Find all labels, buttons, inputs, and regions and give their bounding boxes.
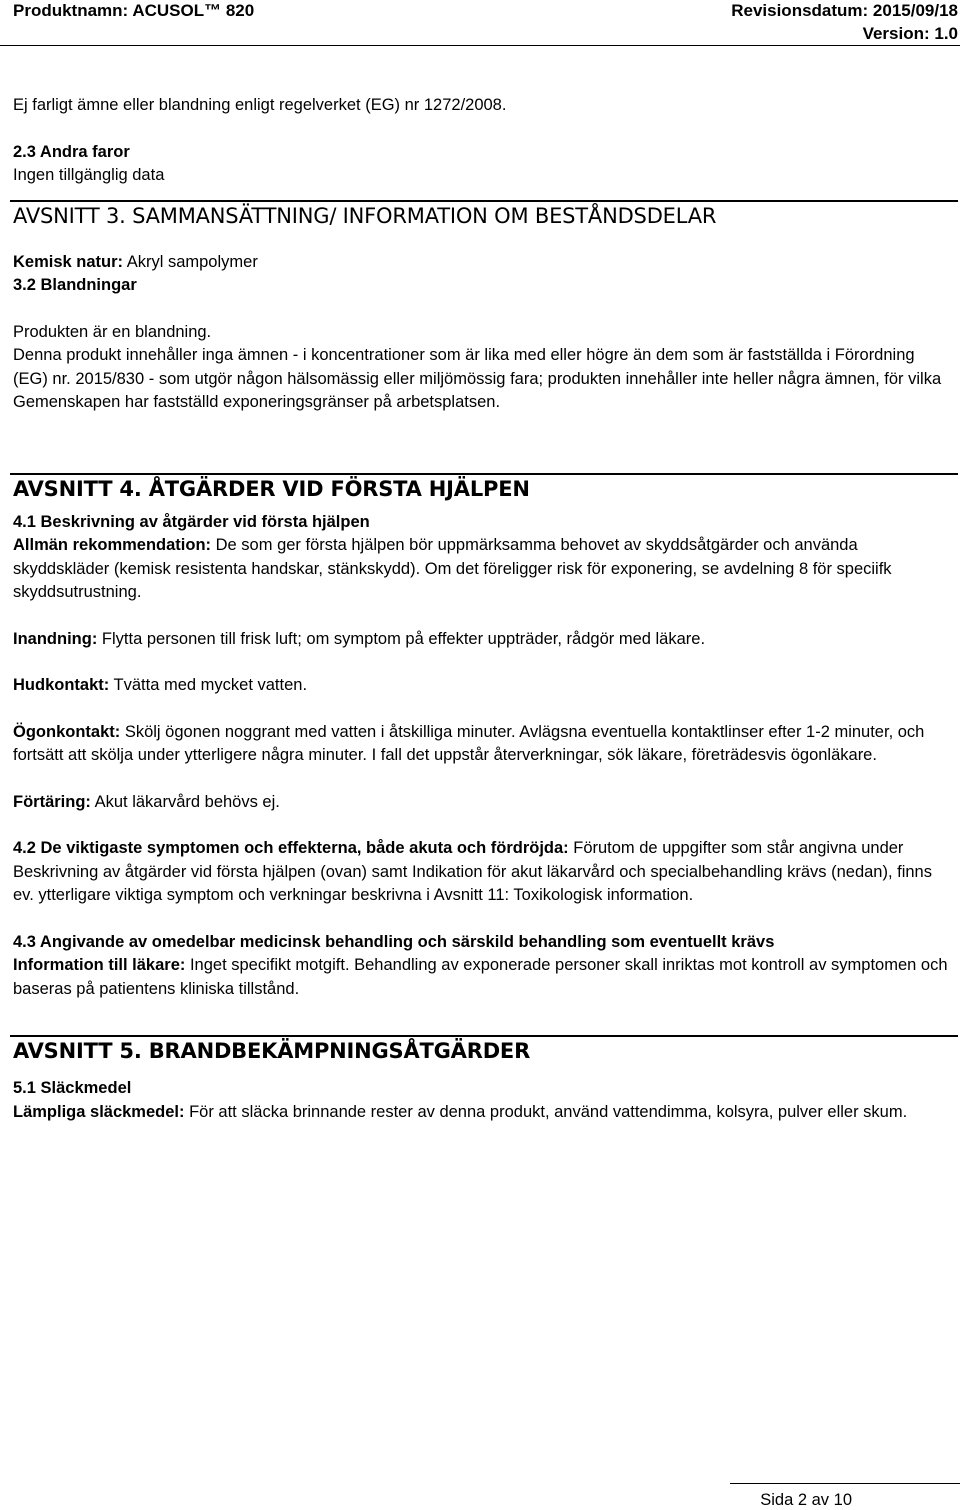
- chemical-nature-value: Akryl sampolymer: [123, 252, 258, 271]
- ingestion-label: Förtäring:: [13, 792, 91, 811]
- chemical-nature: [13, 251, 948, 275]
- header-product-name: Produktnamn: ACUSOL™ 820: [13, 1, 255, 20]
- inhalation-text: Flytta personen till frisk luft; om symptom på effekter uppträder, rådgör med läkare.: [97, 629, 706, 648]
- general-advice-label: Allmän rekommendation:: [13, 536, 212, 554]
- doctor-information-label: Information till läkare:: [13, 956, 186, 974]
- section-3-title: AVSNITT 3. SAMMANSÄTTNING/ INFORMATION OM BESTÅNDSDELAR: [13, 203, 717, 228]
- suitable-media-label: Lämpliga släckmedel:: [13, 1102, 185, 1121]
- suitable-media-text: För att släcka brinnande rester av denna produkt, använd vattendimma, kolsyra, pulver eller skum.: [184, 1102, 908, 1121]
- general-advice: [13, 534, 948, 605]
- eye-contact-label: Ögonkontakt:: [13, 722, 121, 741]
- other-hazards-heading: 2.3 Andra faror: [13, 142, 130, 161]
- symptoms-effects-text: Förutom de uppgifter som står angivna under Beskrivning av åtgärder vid första hjälpen (ovan) samt Indikation för akut läkarvård och specialbehandling krävs (nedan), finns ev. ytterligare viktiga symptom och verkningar beskrivna i Avsnitt 11: Toxikologisk information.: [13, 839, 932, 904]
- ingestion-text: Akut läkarvård behövs ej.: [90, 792, 280, 811]
- mixtures-heading: 3.2 Blandningar: [13, 276, 137, 294]
- section-4-title: AVSNITT 4. ÅTGÄRDER VID FÖRSTA HJÄLPEN: [13, 476, 530, 501]
- header-revision-date: Revisionsdatum: 2015/09/18: [731, 1, 958, 20]
- page-number: Sida 2 av 10: [760, 1491, 852, 1509]
- chemical-nature-label: Kemisk natur:: [13, 252, 124, 271]
- mixture-text: Denna produkt innehåller inga ämnen - i koncentrationer som är lika med eller högre än dem som är fastställda i Förordning (EG) nr. 2015/830 - som utgör någon hälsomässig eller miljömössig fara; produkten innehåller inte heller några ämnen, för vilka Gemenskapen har fastställd exponeringsgränser på arbetsplatsen.: [13, 346, 942, 411]
- skin-contact-text: Tvätta med mycket vatten.: [109, 676, 308, 694]
- other-hazards-text: Ingen tillgänglig data: [13, 166, 165, 184]
- general-advice-text: De som ger första hjälpen bör uppmärksamma behovet av skyddsåtgärder och använda skyddskläder (kemisk resistenta handskar, stänkskydd). Om det föreligger risk för exponering, se avdelning 8 för speciifk skyddsutrustning.: [13, 536, 892, 601]
- symptoms-effects: [13, 837, 948, 908]
- doctor-information: [13, 954, 948, 1001]
- inhalation-label: Inandning:: [13, 629, 98, 648]
- symptoms-effects-label: 4.2 De viktigaste symptomen och effekterna, både akuta och fördröjda:: [13, 839, 569, 857]
- skin-contact: [13, 674, 948, 698]
- inhalation: [13, 628, 948, 652]
- document-body: [13, 94, 948, 1124]
- doctor-information-text: Inget specifikt motgift. Behandling av exponerade personer skall inriktas mot kontroll av symptomen och baseras på patientens kliniska tillstånd.: [13, 956, 948, 998]
- medical-attention-heading: 4.3 Angivande av omedelbar medicinsk behandling och särskild behandling som eventuellt krävs: [13, 932, 775, 951]
- section-5-title: AVSNITT 5. BRANDBEKÄMPNINGSÅTGÄRDER: [13, 1039, 531, 1063]
- mixture-statement: Produkten är en blandning.: [13, 322, 212, 341]
- header-version: Version: 1.0: [862, 24, 958, 43]
- eye-contact: [13, 721, 948, 768]
- skin-contact-label: Hudkontakt:: [13, 676, 110, 694]
- ingestion: [13, 791, 948, 815]
- suitable-media: [13, 1101, 948, 1125]
- classification-statement: Ej farligt ämne eller blandning enligt regelverket (EG) nr 1272/2008.: [13, 96, 507, 114]
- header-divider: [0, 45, 960, 46]
- footer-divider: [730, 1483, 960, 1484]
- first-aid-heading: 4.1 Beskrivning av åtgärder vid första hjälpen: [13, 512, 370, 531]
- extinguishing-media-heading: 5.1 Släckmedel: [13, 1079, 132, 1097]
- eye-contact-text: Skölj ögonen noggrant med vatten i åtskilliga minuter. Avlägsna eventuella kontaktlinser efter 1-2 minuter, och fortsätt att skölja under ytterligere några minuter. I fall det uppstår återverkningar, sök läkare, företrädesvis ögonläkare.: [13, 722, 925, 764]
